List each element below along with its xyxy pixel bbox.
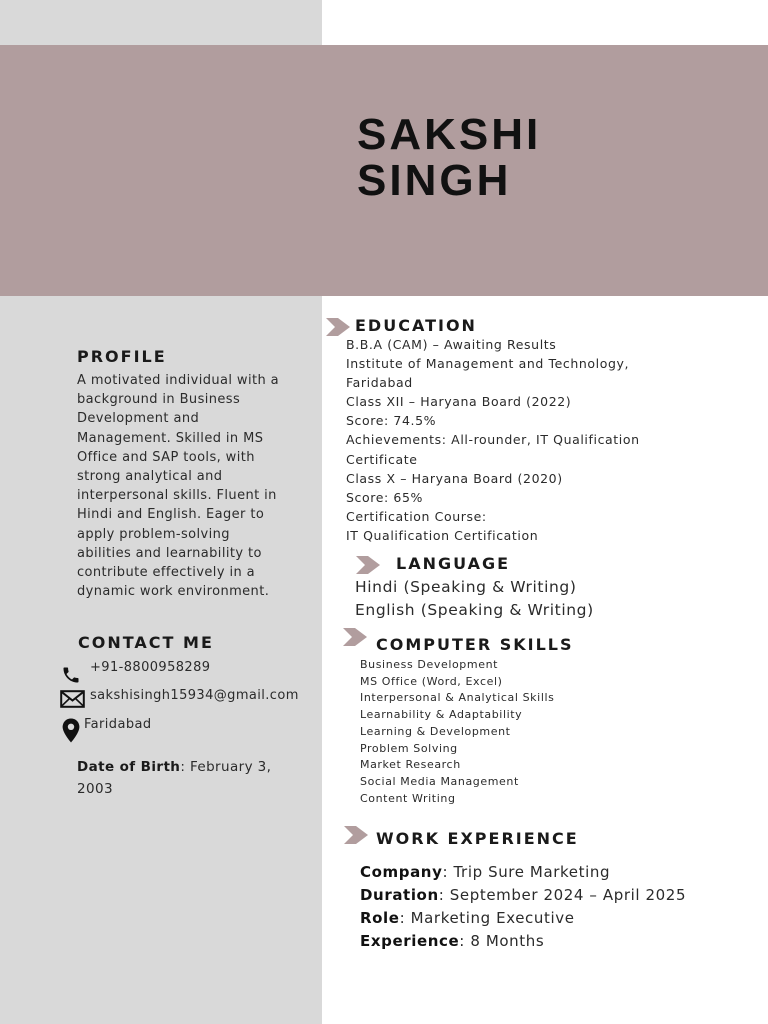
education-heading: EDUCATION (355, 316, 477, 335)
list-item: Score: 65% (346, 489, 423, 505)
computer-skills-heading: COMPUTER SKILLS (376, 635, 574, 654)
first-name: SAKSHI (357, 110, 542, 159)
list-item: Content Writing (360, 791, 456, 805)
work-duration (360, 884, 686, 907)
envelope-icon (60, 690, 85, 708)
email-address[interactable]: sakshisingh15934@gmail.com (90, 688, 299, 703)
work-experience-heading: WORK EXPERIENCE (376, 829, 579, 848)
company-value: : Trip Sure Marketing (442, 863, 611, 881)
list-item: Certification Course: (346, 508, 487, 524)
language-list (355, 576, 594, 622)
profile-heading: PROFILE (77, 347, 167, 366)
list-item: Institute of Management and Technology, (346, 356, 630, 372)
list-item: Learnability & Adaptability (360, 708, 523, 722)
list-item: English (Speaking & Writing) (355, 601, 594, 619)
candidate-name (357, 112, 541, 204)
phone-icon (61, 665, 81, 685)
list-item: B.B.A (CAM) – Awaiting Results (346, 337, 557, 352)
list-item: Business Development (360, 658, 499, 671)
list-item: Hindi (Speaking & Writing) (355, 578, 577, 596)
skills-list (360, 657, 554, 807)
chevron-right-icon (356, 556, 380, 574)
role-value: : Marketing Executive (399, 909, 575, 927)
work-duration-months (360, 930, 686, 953)
list-item: IT Qualification Certification (346, 527, 539, 543)
phone-number[interactable]: +91-8800958289 (90, 660, 211, 675)
work-role (360, 907, 686, 930)
work-experience-list (360, 861, 686, 953)
location: Faridabad (84, 717, 152, 732)
date-of-birth (77, 756, 302, 800)
language-heading: LANGUAGE (396, 554, 511, 573)
role-label: Role (360, 909, 400, 927)
list-item: Class X – Haryana Board (2020) (346, 470, 563, 486)
dob-label: Date of Birth (77, 759, 181, 775)
duration-label: Duration (360, 886, 439, 904)
list-item: Class XII – Haryana Board (2022) (346, 394, 572, 410)
chevron-right-icon (343, 628, 367, 646)
education-list (346, 335, 706, 545)
list-item: Achievements: All-rounder, IT Qualification (346, 432, 640, 448)
list-item: Faridabad (346, 375, 413, 391)
profile-text: A motivated individual with a background in Business Development and Management. Skilled in MS Office and SAP tools, with strong analytical and interpersonal skills. Fluent in Hindi and English. Eager to apply problem-solving abilities and learnability to contribute effectively in a dynamic work environment. (77, 373, 279, 600)
duration-value: : September 2024 – April 2025 (438, 886, 687, 904)
experience-value: : 8 Months (459, 932, 545, 950)
last-name: SINGH (357, 156, 512, 205)
chevron-right-icon (344, 826, 368, 844)
list-item: Market Research (360, 758, 461, 772)
dob-value: : February 3, 2003 (77, 759, 272, 797)
contact-heading: CONTACT ME (78, 633, 214, 652)
list-item: Certificate (346, 451, 418, 467)
list-item: Learning & Development (360, 724, 511, 738)
list-item: Score: 74.5% (346, 413, 437, 429)
company-label: Company (360, 863, 443, 881)
list-item: Interpersonal & Analytical Skills (360, 691, 555, 705)
list-item: MS Office (Word, Excel) (360, 674, 503, 688)
chevron-right-icon (326, 318, 350, 336)
map-pin-icon (62, 718, 80, 743)
list-item: Social Media Management (360, 774, 519, 788)
list-item: Problem Solving (360, 741, 458, 755)
work-company (360, 861, 686, 884)
experience-label: Experience (360, 932, 460, 950)
